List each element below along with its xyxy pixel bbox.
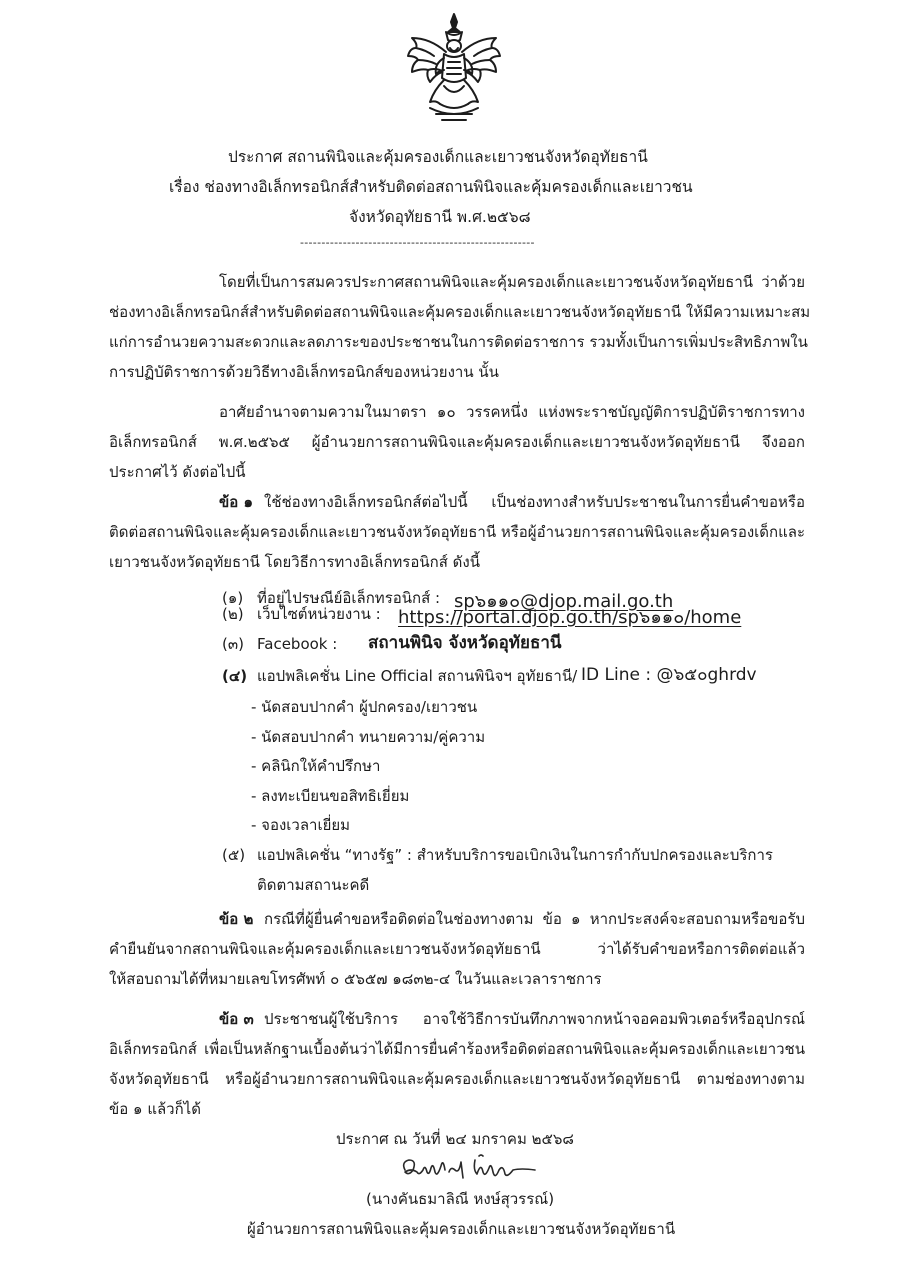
- item-5-line-1: แอปพลิเคชั่น “ทางรัฐ” : สำหรับบริการขอเบิกเงินในการกำกับปกครองและบริการ: [257, 846, 773, 864]
- email-link[interactable]: sp๖๑๑๐@djop.mail.go.th: [454, 591, 674, 612]
- website-link[interactable]: https://portal.djop.go.th/sp๖๑๑๐/home: [398, 607, 742, 628]
- item-2-label: เว็บไซต์หน่วยงาน :: [257, 605, 381, 623]
- item-5-line-2: ติดตามสถานะคดี: [257, 876, 370, 894]
- item-4-label: แอปพลิเคชั่น Line Official สถานพินิจฯ อุทัยธานี/: [257, 667, 578, 685]
- signatory-name: (นางคันธมาลิณี หงษ์สุวรรณ์): [366, 1190, 555, 1208]
- preamble-line-4: การปฏิบัติราชการด้วยวิธีทางอิเล็กทรอนิกส์ของหน่วยงาน นั้น: [109, 363, 499, 381]
- authority-line-1: อาศัยอำนาจตามความในมาตรา ๑๐ วรรคหนึ่ง แห่งพระราชบัญญัติการปฏิบัติราชการทาง: [219, 403, 805, 421]
- item-2-number: (๒): [222, 605, 244, 623]
- line-service-4: - ลงทะเบียนขอสิทธิเยี่ยม: [251, 787, 410, 805]
- clause-1-line-1: ใช้ช่องทางอิเล็กทรอนิกส์ต่อไปนี้ เป็นช่องทางสำหรับประชาชนในการยื่นคำขอหรือ: [264, 493, 805, 511]
- clause-1-line-3: เยาวชนจังหวัดอุทัยธานี โดยวิธีการทางอิเล็กทรอนิกส์ ดังนี้: [109, 553, 480, 571]
- preamble-line-3: แก่การอำนวยความสะดวกและลดภาระของประชาชนในการติดต่อราชการ รวมทั้งเป็นการเพิ่มประสิทธิภาพใน: [109, 333, 808, 351]
- item-1-number: (๑): [222, 589, 244, 607]
- item-4-number: (๔): [222, 667, 248, 685]
- line-service-2: - นัดสอบปากคำ ทนายความ/คู่ความ: [251, 728, 486, 746]
- item-3-number: (๓): [222, 635, 244, 653]
- garuda-emblem-icon: [400, 8, 508, 126]
- clause-3-label: ข้อ ๓: [219, 1010, 254, 1028]
- clause-3-line-4: ข้อ ๑ แล้วก็ได้: [109, 1100, 201, 1118]
- preamble-line-2: ช่องทางอิเล็กทรอนิกส์สำหรับติดต่อสถานพินิจและคุ้มครองเด็กและเยาวชนจังหวัดอุทัยธานี ให้มีความเหมาะสม: [109, 303, 811, 321]
- clause-2-line-3: ให้สอบถามได้ที่หมายเลขโทรศัพท์ ๐ ๕๖๕๗ ๑๘๓๒-๔ ในวันและเวลาราชการ: [109, 970, 602, 988]
- clause-2-line-2: คำยืนยันจากสถานพินิจและคุ้มครองเด็กและเยาวชนจังหวัดอุทัยธานี ว่าได้รับคำขอหรือการติดต่อแล้ว: [109, 940, 805, 958]
- item-5-number: (๕): [222, 846, 246, 864]
- header-title: ประกาศ สถานพินิจและคุ้มครองเด็กและเยาวชนจังหวัดอุทัยธานี: [228, 148, 648, 166]
- announcement-date: ประกาศ ณ วันที่ ๒๔ มกราคม ๒๕๖๘: [336, 1130, 574, 1148]
- preamble-line-1: โดยที่เป็นการสมควรประกาศสถานพินิจและคุ้มครองเด็กและเยาวชนจังหวัดอุทัยธานี ว่าด้วย: [219, 273, 805, 291]
- clause-1-line-2: ติดต่อสถานพินิจและคุ้มครองเด็กและเยาวชนจังหวัดอุทัยธานี หรือผู้อำนวยการสถานพินิจและคุ้มครองเด็กและ: [109, 523, 806, 541]
- item-3-label: Facebook :: [257, 635, 338, 653]
- header-year: จังหวัดอุทัยธานี พ.ศ.๒๕๖๘: [349, 208, 531, 226]
- item-1-label: ที่อยู่ไปรษณีย์อิเล็กทรอนิกส์ :: [257, 589, 441, 607]
- line-service-5: - จองเวลาเยี่ยม: [251, 816, 351, 834]
- header-subject: เรื่อง ช่องทางอิเล็กทรอนิกส์สำหรับติดต่อสถานพินิจและคุ้มครองเด็กและเยาวชน: [169, 178, 693, 196]
- clause-3-line-2: อิเล็กทรอนิกส์ เพื่อเป็นหลักฐานเบื้องต้นว่าได้มีการยื่นคำร้องหรือติดต่อสถานพินิจและคุ้มครองเด็กและเยาวชน: [109, 1040, 805, 1058]
- clause-1-label: ข้อ ๑: [219, 493, 254, 511]
- facebook-page-name: สถานพินิจ จังหวัดอุทัยธานี: [368, 633, 562, 653]
- clause-3-line-3: จังหวัดอุทัยธานี หรือผู้อำนวยการสถานพินิจและคุ้มครองเด็กและเยาวชนจังหวัดอุทัยธานี ตามช่องทางตาม: [109, 1070, 805, 1088]
- clause-2-label: ข้อ ๒: [219, 910, 254, 928]
- signatory-position: ผู้อำนวยการสถานพินิจและคุ้มครองเด็กและเยาวชนจังหวัดอุทัยธานี: [247, 1220, 676, 1238]
- line-service-1: - นัดสอบปากคำ ผู้ปกครอง/เยาวชน: [251, 698, 478, 716]
- authority-line-3: ประกาศไว้ ดังต่อไปนี้: [109, 463, 246, 481]
- clause-2-line-1: กรณีที่ผู้ยื่นคำขอหรือติดต่อในช่องทางตาม ข้อ ๑ หากประสงค์จะสอบถามหรือขอรับ: [264, 910, 805, 928]
- line-id: ID Line : @๖๕๐ghrdv: [581, 665, 757, 685]
- clause-3-line-1: ประชาชนผู้ใช้บริการ อาจใช้วิธีการบันทึกภาพจากหน้าจอคอมพิวเตอร์หรืออุปกรณ์: [264, 1010, 805, 1028]
- signature-icon: [395, 1148, 545, 1188]
- authority-line-2: อิเล็กทรอนิกส์ พ.ศ.๒๕๖๕ ผู้อำนวยการสถานพินิจและคุ้มครองเด็กและเยาวชนจังหวัดอุทัยธานี จึงออก: [109, 433, 805, 451]
- header-divider: -------------------------------------------------------: [300, 236, 535, 249]
- line-service-3: - คลินิกให้คำปรึกษา: [251, 757, 381, 775]
